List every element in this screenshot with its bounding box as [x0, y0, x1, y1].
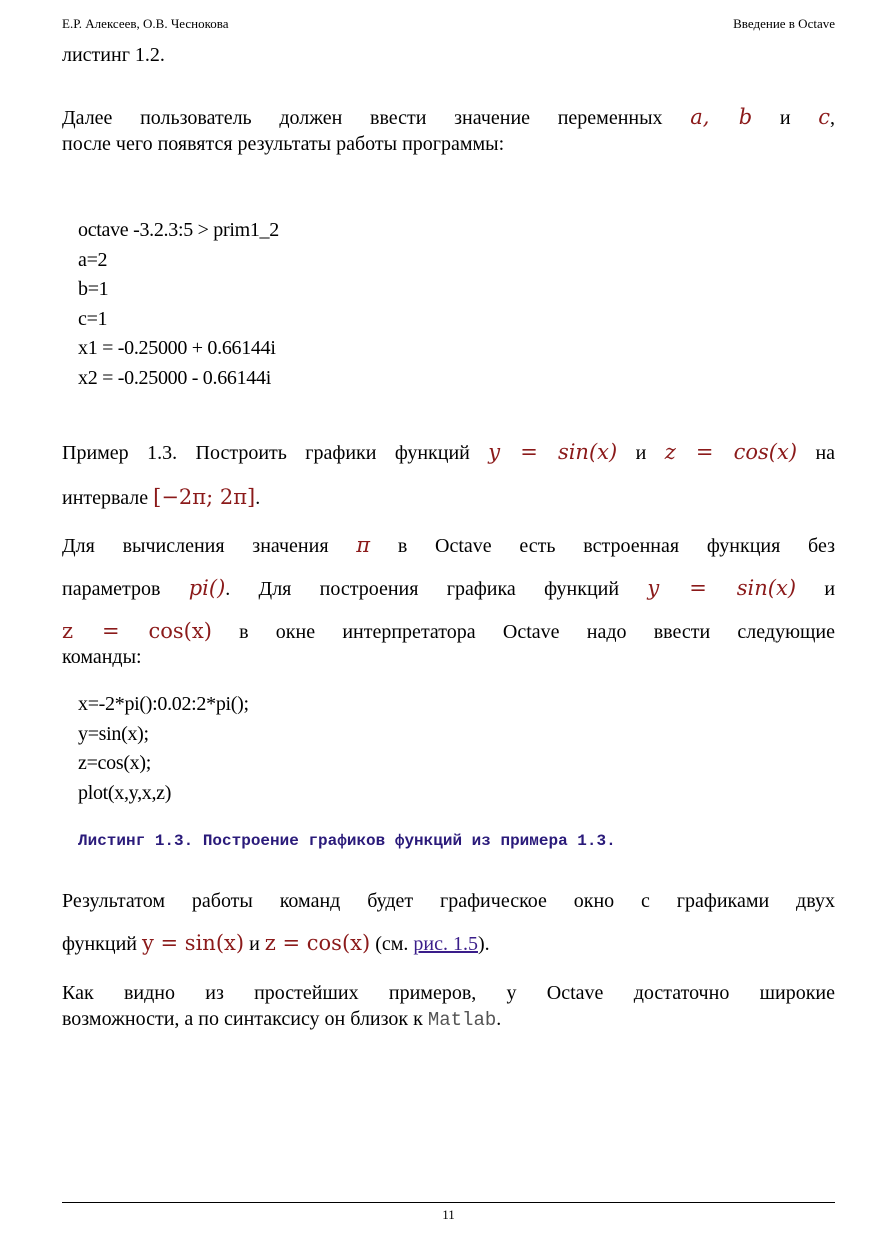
paragraph-listing-ref: листинг 1.2. [62, 44, 165, 66]
math-ab: a, b [690, 105, 753, 129]
paragraph-conclusion: Как видно из простейших примеров, у Octave достаточно широкие возможности, а по синтаксису он близок к Matlab. [62, 982, 835, 1031]
code-block-output [78, 216, 279, 393]
paragraph-input-vars: Далее пользователь должен ввести значение переменных a, b и c, после чего появятся результаты работы программы: [62, 105, 836, 155]
code-line: plot(x,y,x,z) [78, 781, 172, 804]
code-block-plot [78, 690, 249, 808]
math-y-sin: y = sin(x) [488, 440, 618, 464]
math-y-sin: y = sin(x) [142, 931, 245, 955]
code-line: a=2 [78, 248, 108, 271]
math-z-cos: z = cos(x) [264, 931, 371, 955]
code-line: c=1 [78, 307, 108, 330]
math-z-cos: z = cos(x) [664, 440, 798, 464]
figure-link[interactable]: рис. 1.5 [413, 933, 478, 955]
code-line: b=1 [78, 278, 109, 300]
footer-divider [62, 1202, 835, 1203]
header-title: Введение в Octave [733, 16, 835, 31]
code-line: x=-2*pi():0.02:2*pi(); [78, 693, 249, 715]
code-line: octave -3.2.3:5 > prim1_2 [78, 219, 279, 241]
code-line: x2 = -0.25000 - 0.66144i [78, 366, 271, 389]
code-line: y=sin(x); [78, 722, 149, 745]
header-authors: Е.Р. Алексеев, О.В. Чеснокова [62, 16, 229, 31]
page-number: 11 [442, 1207, 455, 1222]
matlab-name: Matlab [427, 1009, 497, 1031]
paragraph-pi: Для вычисления значения π в Octave есть встроенная функция без параметров pi(). Для построения графика функций y = sin(x) и z = cos(x) в окне интерпретатора Octave надо ввести следующие команды: [62, 533, 836, 668]
code-line: z=cos(x); [78, 752, 151, 774]
math-pi-function: pi() [188, 576, 226, 600]
math-c: c [818, 105, 831, 129]
paragraph-result: Результатом работы команд будет графическое окно с графиками двух функций y = sin(x) и z = cos(x) (см. рис. 1.5). [62, 890, 835, 955]
math-pi: π [356, 533, 371, 557]
listing-caption: Листинг 1.3. Построение графиков функций из примера 1.3. [78, 832, 616, 850]
paragraph-example: Пример 1.3. Построить графики функций y = sin(x) и z = cos(x) на интервале [−2π; 2π]. [62, 440, 836, 509]
math-z-cos: z = cos(x) [62, 619, 212, 643]
math-y-sin: y = sin(x) [647, 576, 797, 600]
math-interval: [−2π; 2π] [153, 485, 256, 509]
code-line: x1 = -0.25000 + 0.66144i [78, 337, 276, 359]
